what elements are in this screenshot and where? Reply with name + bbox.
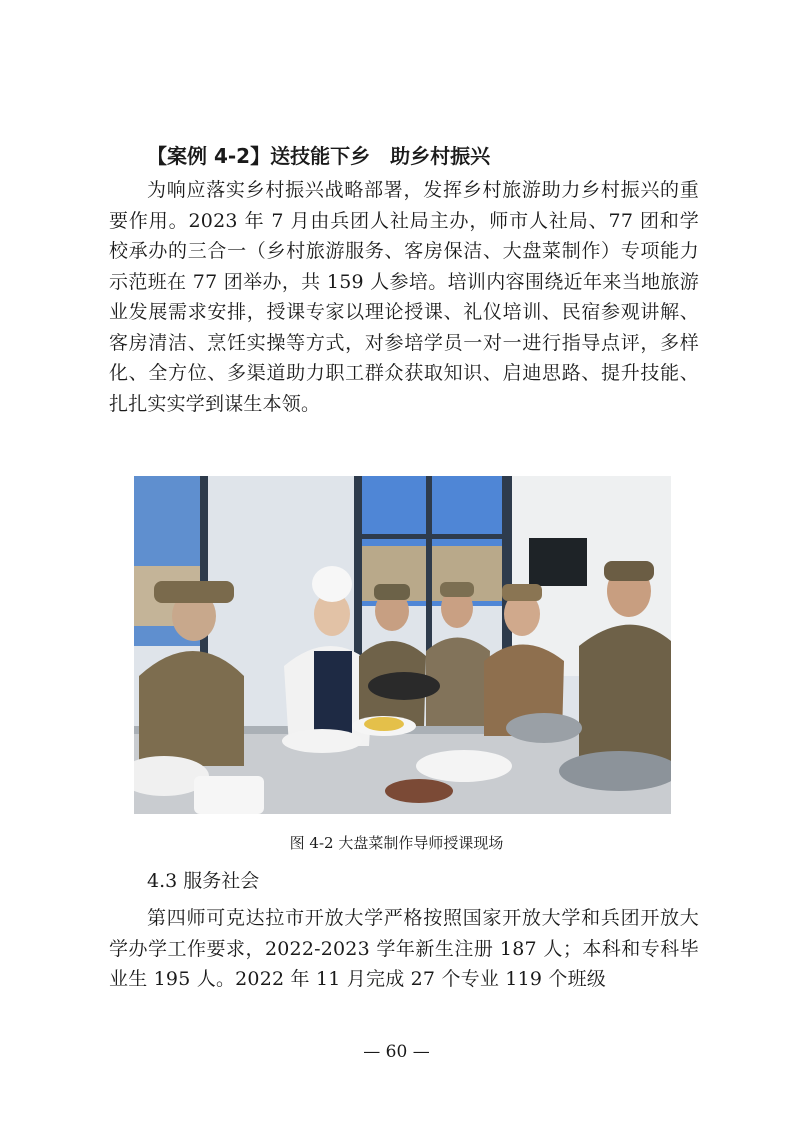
case-paragraph: 为响应落实乡村振兴战略部署，发挥乡村旅游助力乡村振兴的重要作用。2023 年 7 月由兵团人社局主办，师市人社局、77 团和学校承办的三合一（乡村旅游服务、客房保洁、大盘菜制作）专项能力示范班在 77 团举办，共 159 人参培。培训内容围绕近年来当地旅游业发展需求安排，授课专家以理论授课、礼仪培训、民宿参观讲解、客房清洁、烹饪实操等方式，对参培学员一对一进行指导点评，多样化、全方位、多渠道助力职工群众获取知识、启迪思路、提升技能、扎扎实实学到谋生本领。 xyxy=(109,179,699,415)
section-paragraph: 第四师可克达拉市开放大学严格按照国家开放大学和兵团开放大学办学工作要求，2022-2023 学年新生注册 187 人；本科和专科毕业生 195 人。2022 年 11 月完成 27 个专业 119 个班级 xyxy=(109,907,699,990)
section-heading: 4.3 服务社会 xyxy=(147,870,260,892)
figure-caption: 图 4-2 大盘菜制作导师授课现场 xyxy=(289,834,504,852)
page-number: — 60 — xyxy=(363,1042,430,1062)
case-heading: 【案例 4-2】送技能下乡 助乡村振兴 xyxy=(147,144,491,168)
training-photo xyxy=(134,476,671,814)
